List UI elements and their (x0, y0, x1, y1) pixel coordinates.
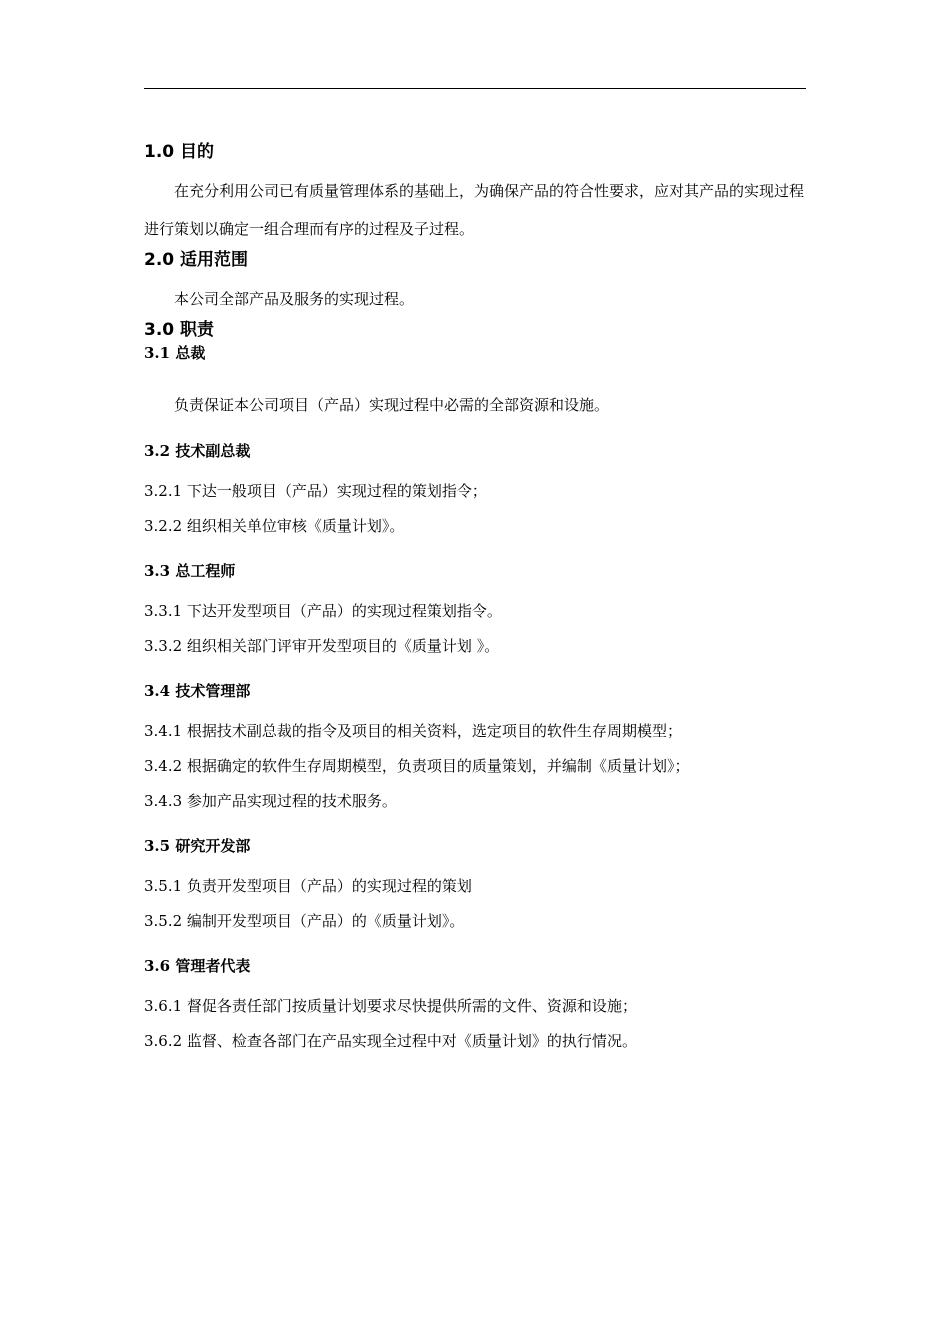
list-item: 3.5.1 负责开发型项目（产品）的实现过程的策划 (144, 877, 472, 895)
section-heading-scope: 2.0 适用范围 (144, 250, 249, 270)
scope-paragraph: 本公司全部产品及服务的实现过程。 (174, 290, 415, 308)
president-paragraph: 负责保证本公司项目（产品）实现过程中必需的全部资源和设施。 (174, 396, 610, 414)
management-rep-list (144, 989, 806, 1059)
subsection-heading-chief-engineer: 3.3 总工程师 (144, 562, 236, 580)
list-item: 3.4.3 参加产品实现过程的技术服务。 (144, 792, 397, 810)
subsection-heading-tech-vp: 3.2 技术副总裁 (144, 442, 251, 460)
purpose-paragraph: 在充分利用公司已有质量管理体系的基础上，为确保产品的符合性要求，应对其产品的实现过程进行策划以确定一组合理而有序的过程及子过程。 (144, 182, 805, 238)
list-item: 3.5.2 编制开发型项目（产品）的《质量计划》。 (144, 912, 465, 930)
rnd-list (144, 869, 806, 939)
section-heading-purpose: 1.0 目的 (144, 142, 215, 162)
list-item: 3.4.1 根据技术副总裁的指令及项目的相关资料，选定项目的软件生存周期模型； (144, 722, 682, 740)
chief-engineer-list (144, 594, 806, 664)
list-item: 3.6.2 监督、检查各部门在产品实现全过程中对《质量计划》的执行情况。 (144, 1032, 637, 1050)
subsection-heading-management-rep: 3.6 管理者代表 (144, 957, 251, 975)
list-item: 3.6.1 督促各责任部门按质量计划要求尽快提供所需的文件、资源和设施； (144, 997, 637, 1015)
list-item: 3.3.1 下达开发型项目（产品）的实现过程策划指令。 (144, 602, 502, 620)
section-heading-responsibilities: 3.0 职责 (144, 320, 215, 340)
tech-vp-list (144, 474, 806, 544)
list-item: 3.3.2 组织相关部门评审开发型项目的《质量计划 》。 (144, 637, 500, 655)
list-item: 3.2.2 组织相关单位审核《质量计划》。 (144, 517, 405, 535)
document-body (144, 140, 806, 1059)
subsection-heading-president: 3.1 总裁 (144, 344, 206, 362)
tech-management-list (144, 714, 806, 819)
subsection-heading-tech-management: 3.4 技术管理部 (144, 682, 251, 700)
list-item: 3.4.2 根据确定的软件生存周期模型，负责项目的质量策划，并编制《质量计划》； (144, 757, 690, 775)
subsection-heading-rnd: 3.5 研究开发部 (144, 837, 251, 855)
list-item: 3.2.1 下达一般项目（产品）实现过程的策划指令； (144, 482, 487, 500)
header-rule (144, 88, 806, 89)
